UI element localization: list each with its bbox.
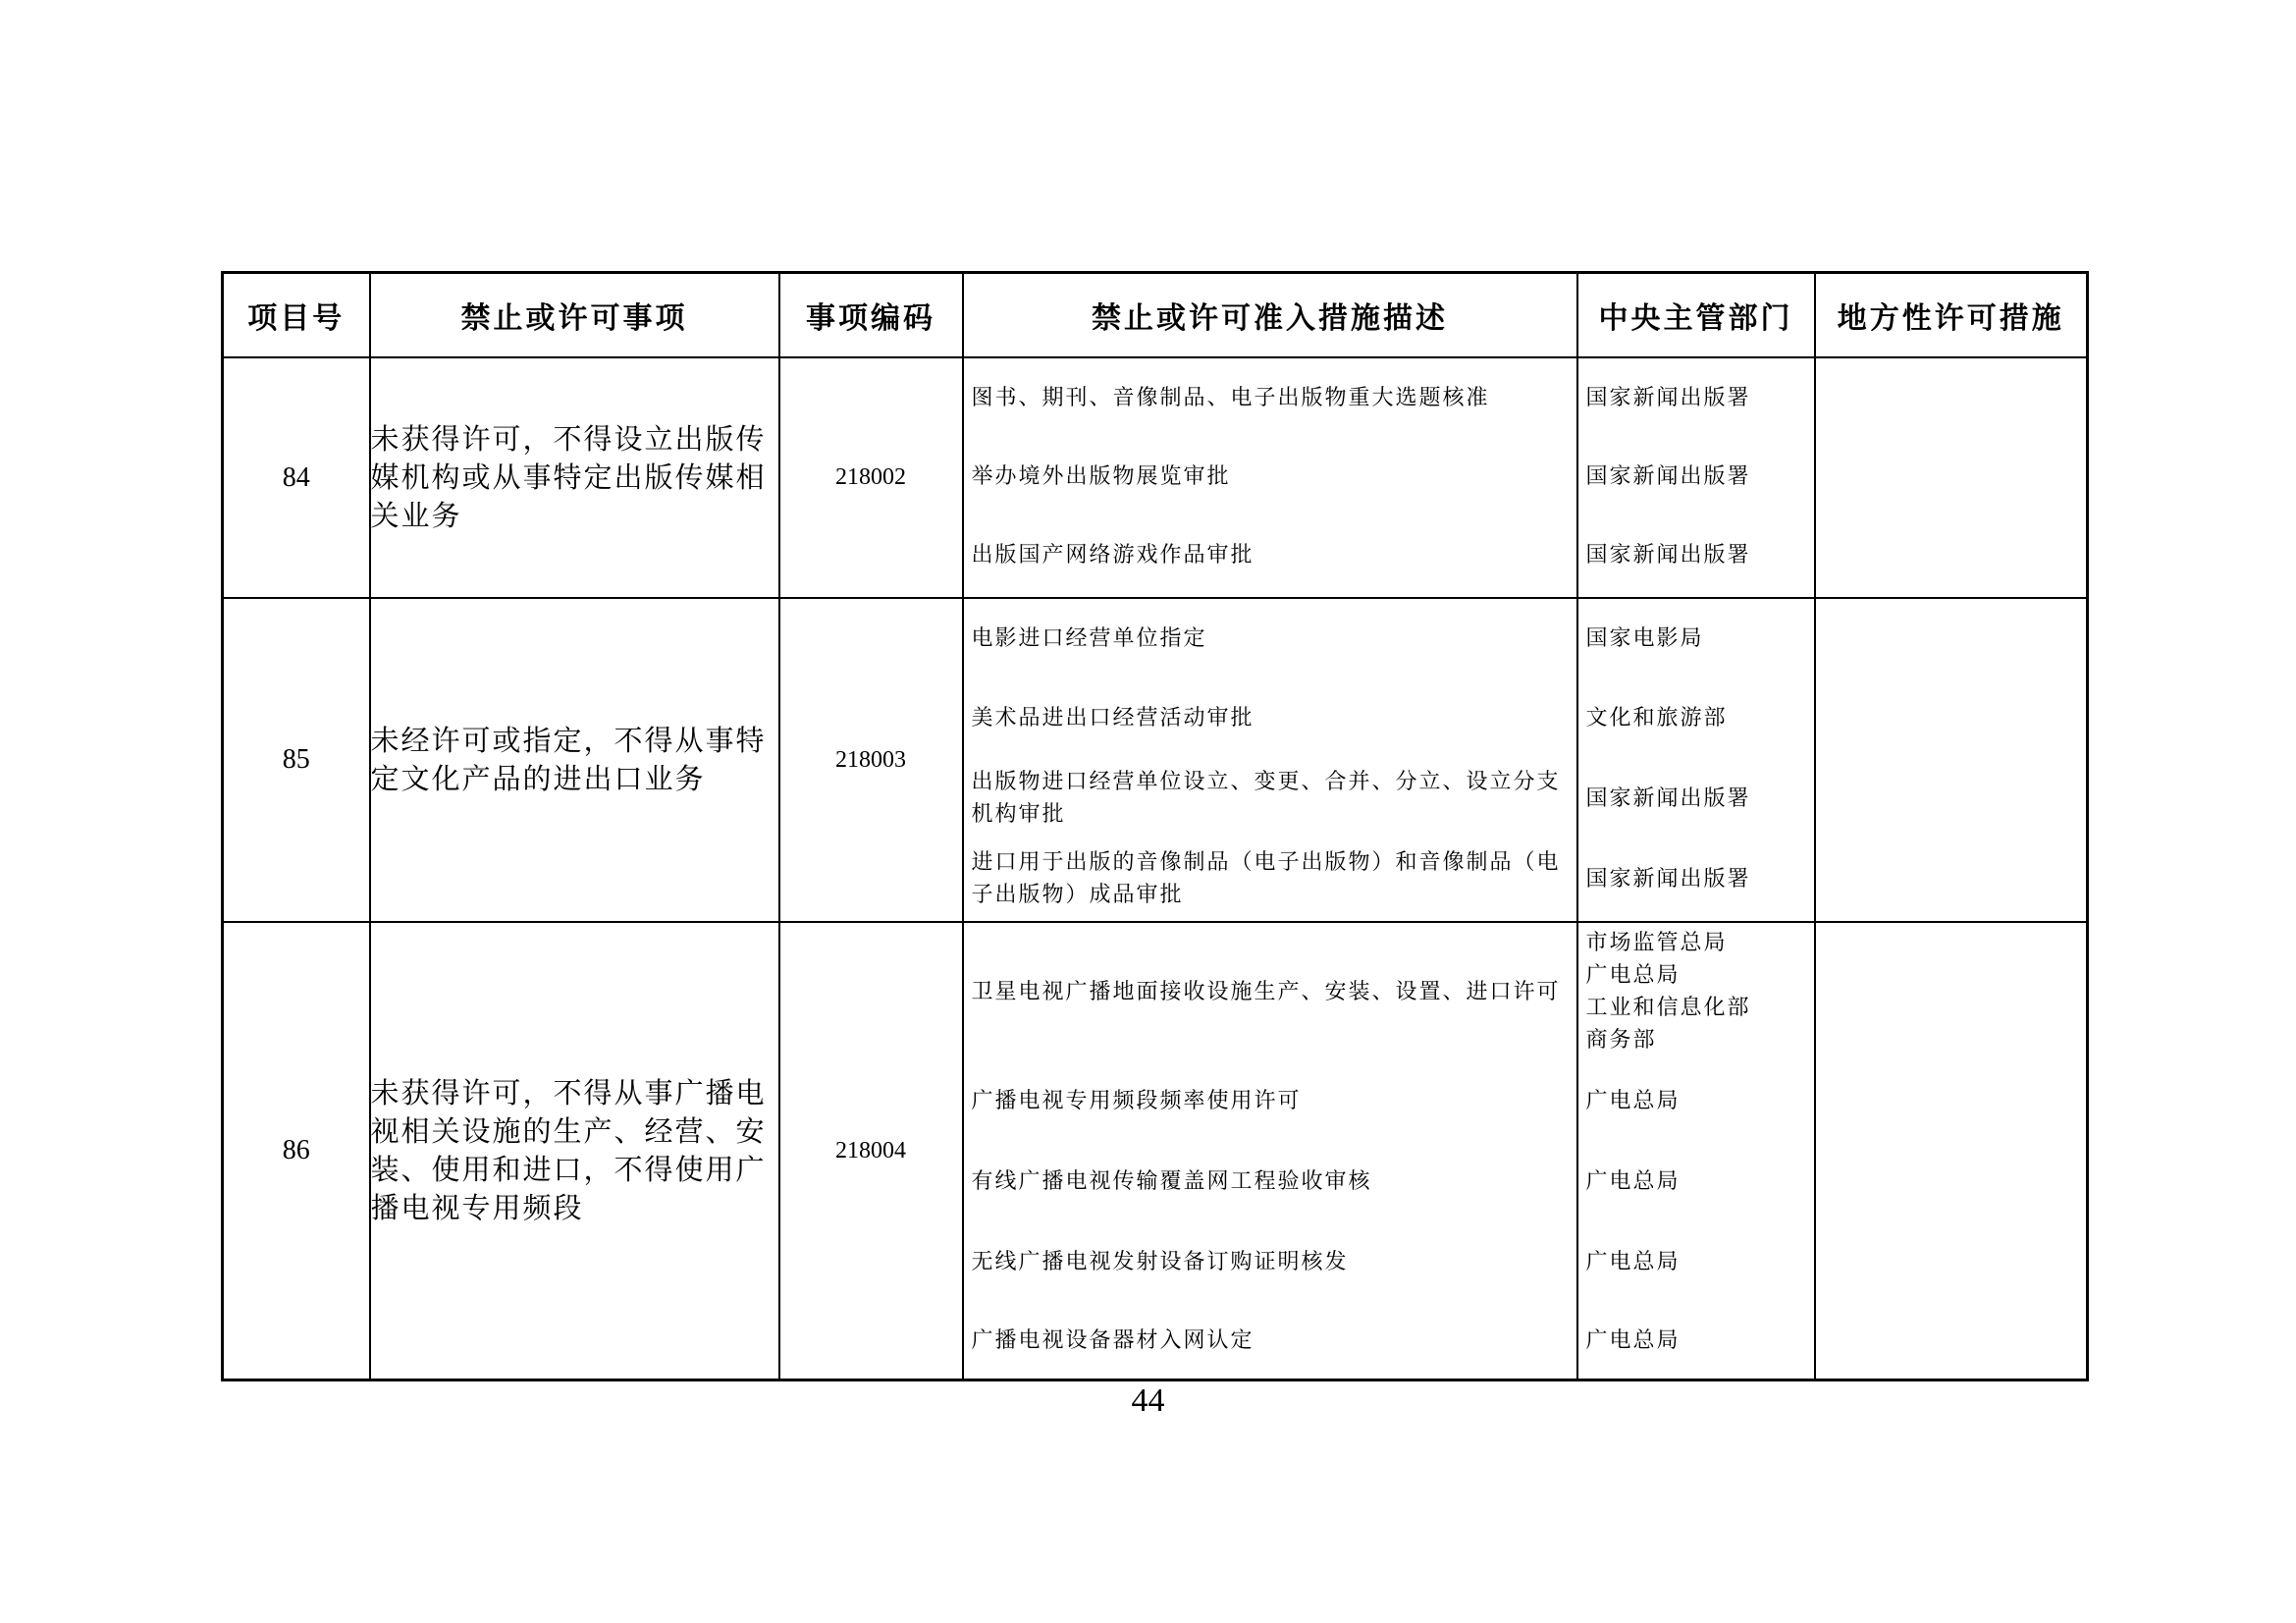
department: 国家新闻出版署 — [1585, 463, 1751, 489]
department: 广电总局 — [1585, 1249, 1681, 1274]
measure-description: 电影进口经营单位指定 — [971, 625, 1207, 651]
department: 广电总局 — [1585, 1168, 1681, 1194]
department: 工业和信息化部 — [1585, 996, 1751, 1020]
measure-descriptions — [963, 357, 1577, 598]
measure-descriptions — [963, 598, 1577, 922]
measure-description: 卫星电视广播地面接收设施生产、安装、设置、进口许可 — [971, 979, 1561, 1004]
row-code: 218004 — [779, 922, 963, 1380]
department: 商务部 — [1585, 1028, 1657, 1053]
header-item: 禁止或许可事项 — [370, 273, 779, 358]
header-code: 事项编码 — [779, 273, 963, 358]
measures-table — [221, 271, 2089, 1381]
row-item: 未获得许可，不得设立出版传媒机构或从事特定出版传媒相关业务 — [370, 357, 779, 598]
header-department: 中央主管部门 — [1577, 273, 1815, 358]
table-row — [223, 357, 2088, 598]
page-number: 44 — [1131, 1382, 1165, 1419]
measure-description: 无线广播电视发射设备订购证明核发 — [971, 1249, 1349, 1274]
header-number: 项目号 — [223, 273, 370, 358]
department-list — [1578, 923, 1814, 1060]
header-local: 地方性许可措施 — [1815, 273, 2088, 358]
local-measure — [1815, 598, 2088, 922]
measure-descriptions — [963, 922, 1577, 1380]
department: 国家新闻出版署 — [1585, 542, 1751, 568]
table-row — [223, 598, 2088, 922]
measure-description: 有线广播电视传输覆盖网工程验收审核 — [971, 1168, 1372, 1194]
measure-departments — [1577, 598, 1815, 922]
row-number: 86 — [223, 922, 370, 1380]
row-code: 218002 — [779, 357, 963, 598]
measure-description: 举办境外出版物展览审批 — [971, 463, 1231, 489]
measure-description: 广播电视设备器材入网认定 — [971, 1327, 1255, 1353]
department: 国家新闻出版署 — [1585, 785, 1751, 811]
measure-description: 图书、期刊、音像制品、电子出版物重大选题核准 — [971, 386, 1490, 410]
row-code: 218003 — [779, 598, 963, 922]
table-row — [223, 922, 2088, 1380]
header-description: 禁止或许可准入措施描述 — [963, 273, 1577, 358]
measure-description: 出版国产网络游戏作品审批 — [971, 542, 1255, 568]
department: 广电总局 — [1585, 963, 1681, 988]
measure-departments — [1577, 922, 1815, 1380]
measure-description: 出版物进口经营单位设立、变更、合并、分立、设立分支机构审批 — [971, 770, 1561, 827]
row-number: 84 — [223, 357, 370, 598]
measure-description: 美术品进出口经营活动审批 — [971, 705, 1255, 730]
row-item: 未获得许可，不得从事广播电视相关设施的生产、经营、安装、使用和进口，不得使用广播电视专用频段 — [370, 922, 779, 1380]
department: 广电总局 — [1585, 1088, 1681, 1113]
department: 广电总局 — [1585, 1327, 1681, 1353]
row-item: 未经许可或指定，不得从事特定文化产品的进出口业务 — [370, 598, 779, 922]
department: 国家新闻出版署 — [1585, 866, 1751, 892]
department: 市场监管总局 — [1585, 931, 1728, 955]
row-number: 85 — [223, 598, 370, 922]
measure-departments — [1577, 357, 1815, 598]
local-measure — [1815, 922, 2088, 1380]
local-measure — [1815, 357, 2088, 598]
department: 国家新闻出版署 — [1585, 386, 1751, 410]
header-row — [223, 273, 2088, 358]
department: 文化和旅游部 — [1585, 705, 1728, 730]
measure-description: 广播电视专用频段频率使用许可 — [971, 1088, 1302, 1113]
department: 国家电影局 — [1585, 625, 1704, 651]
measure-description: 进口用于出版的音像制品（电子出版物）和音像制品（电子出版物）成品审批 — [971, 850, 1561, 907]
